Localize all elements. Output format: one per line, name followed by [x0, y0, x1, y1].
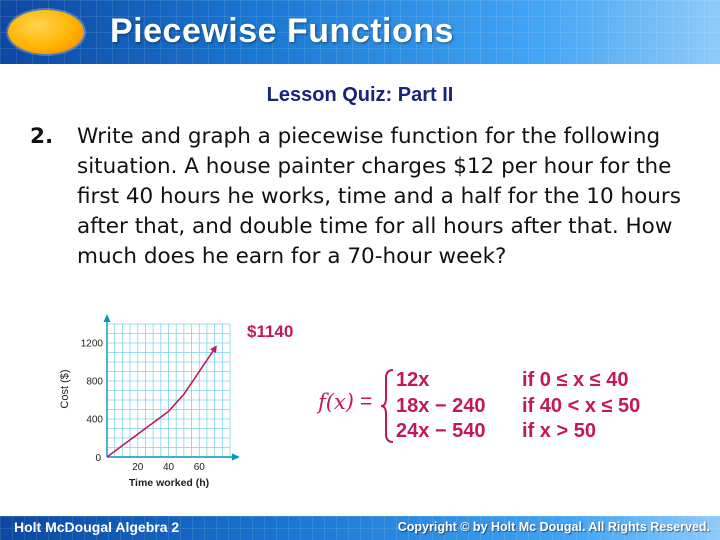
- x-tick-label: 40: [162, 462, 175, 473]
- footer-copyright: Copyright © by Holt Mc Dougal. All Rights Reserved.: [397, 520, 710, 534]
- y-tick-label: 400: [86, 414, 103, 426]
- y-axis-arrow: [104, 314, 111, 322]
- x-tick-label: 60: [193, 462, 205, 473]
- header-logo-oval: [8, 10, 84, 54]
- y-tick-label: 1200: [80, 338, 103, 350]
- piece-expression: 18x − 240: [396, 395, 486, 417]
- function-equals: =: [360, 390, 373, 413]
- piece-condition: if x > 50: [522, 420, 596, 442]
- x-axis-label: Time worked (h): [128, 477, 210, 489]
- quiz-title: Lesson Quiz: Part II: [266, 84, 454, 106]
- problem-text: Write and graph a piecewise function for the following situation. A house painter charges $12 per hour for the first 40 hours he works, time and a half for the 10 hours after that, and double time for all hours after that. How much does he earn for a 70-hour week?: [77, 124, 681, 269]
- chart-grid: [107, 324, 230, 457]
- footer-bar: [0, 516, 720, 540]
- chart-tick-labels: [81, 339, 205, 474]
- y-axis-label: Cost ($): [59, 369, 71, 409]
- piece-condition: if 0 ≤ x ≤ 40: [522, 369, 629, 391]
- problem-number: 2.: [30, 124, 54, 149]
- x-axis-arrow: [232, 454, 240, 461]
- slide-title: Piecewise Functions: [110, 12, 454, 50]
- piece-expression: 12x: [396, 369, 430, 391]
- footer-course: Holt McDougal Algebra 2: [14, 519, 180, 535]
- answer-label: $1140: [247, 322, 294, 341]
- header-bar: [0, 0, 720, 64]
- chart-axes: [104, 314, 241, 461]
- y-tick-label: 800: [86, 376, 103, 388]
- x-tick-label: 20: [132, 462, 144, 473]
- piece-condition: if 40 < x ≤ 50: [522, 395, 641, 417]
- problem-text-wrap: [30, 122, 690, 272]
- problem-block: [30, 122, 690, 272]
- origin-label: 0: [95, 453, 101, 464]
- piece-expression: 24x − 540: [396, 420, 486, 442]
- function-name: f(x): [318, 390, 355, 414]
- cost-graph: [52, 314, 242, 494]
- series-arrow: [210, 345, 217, 353]
- left-brace: [380, 368, 396, 444]
